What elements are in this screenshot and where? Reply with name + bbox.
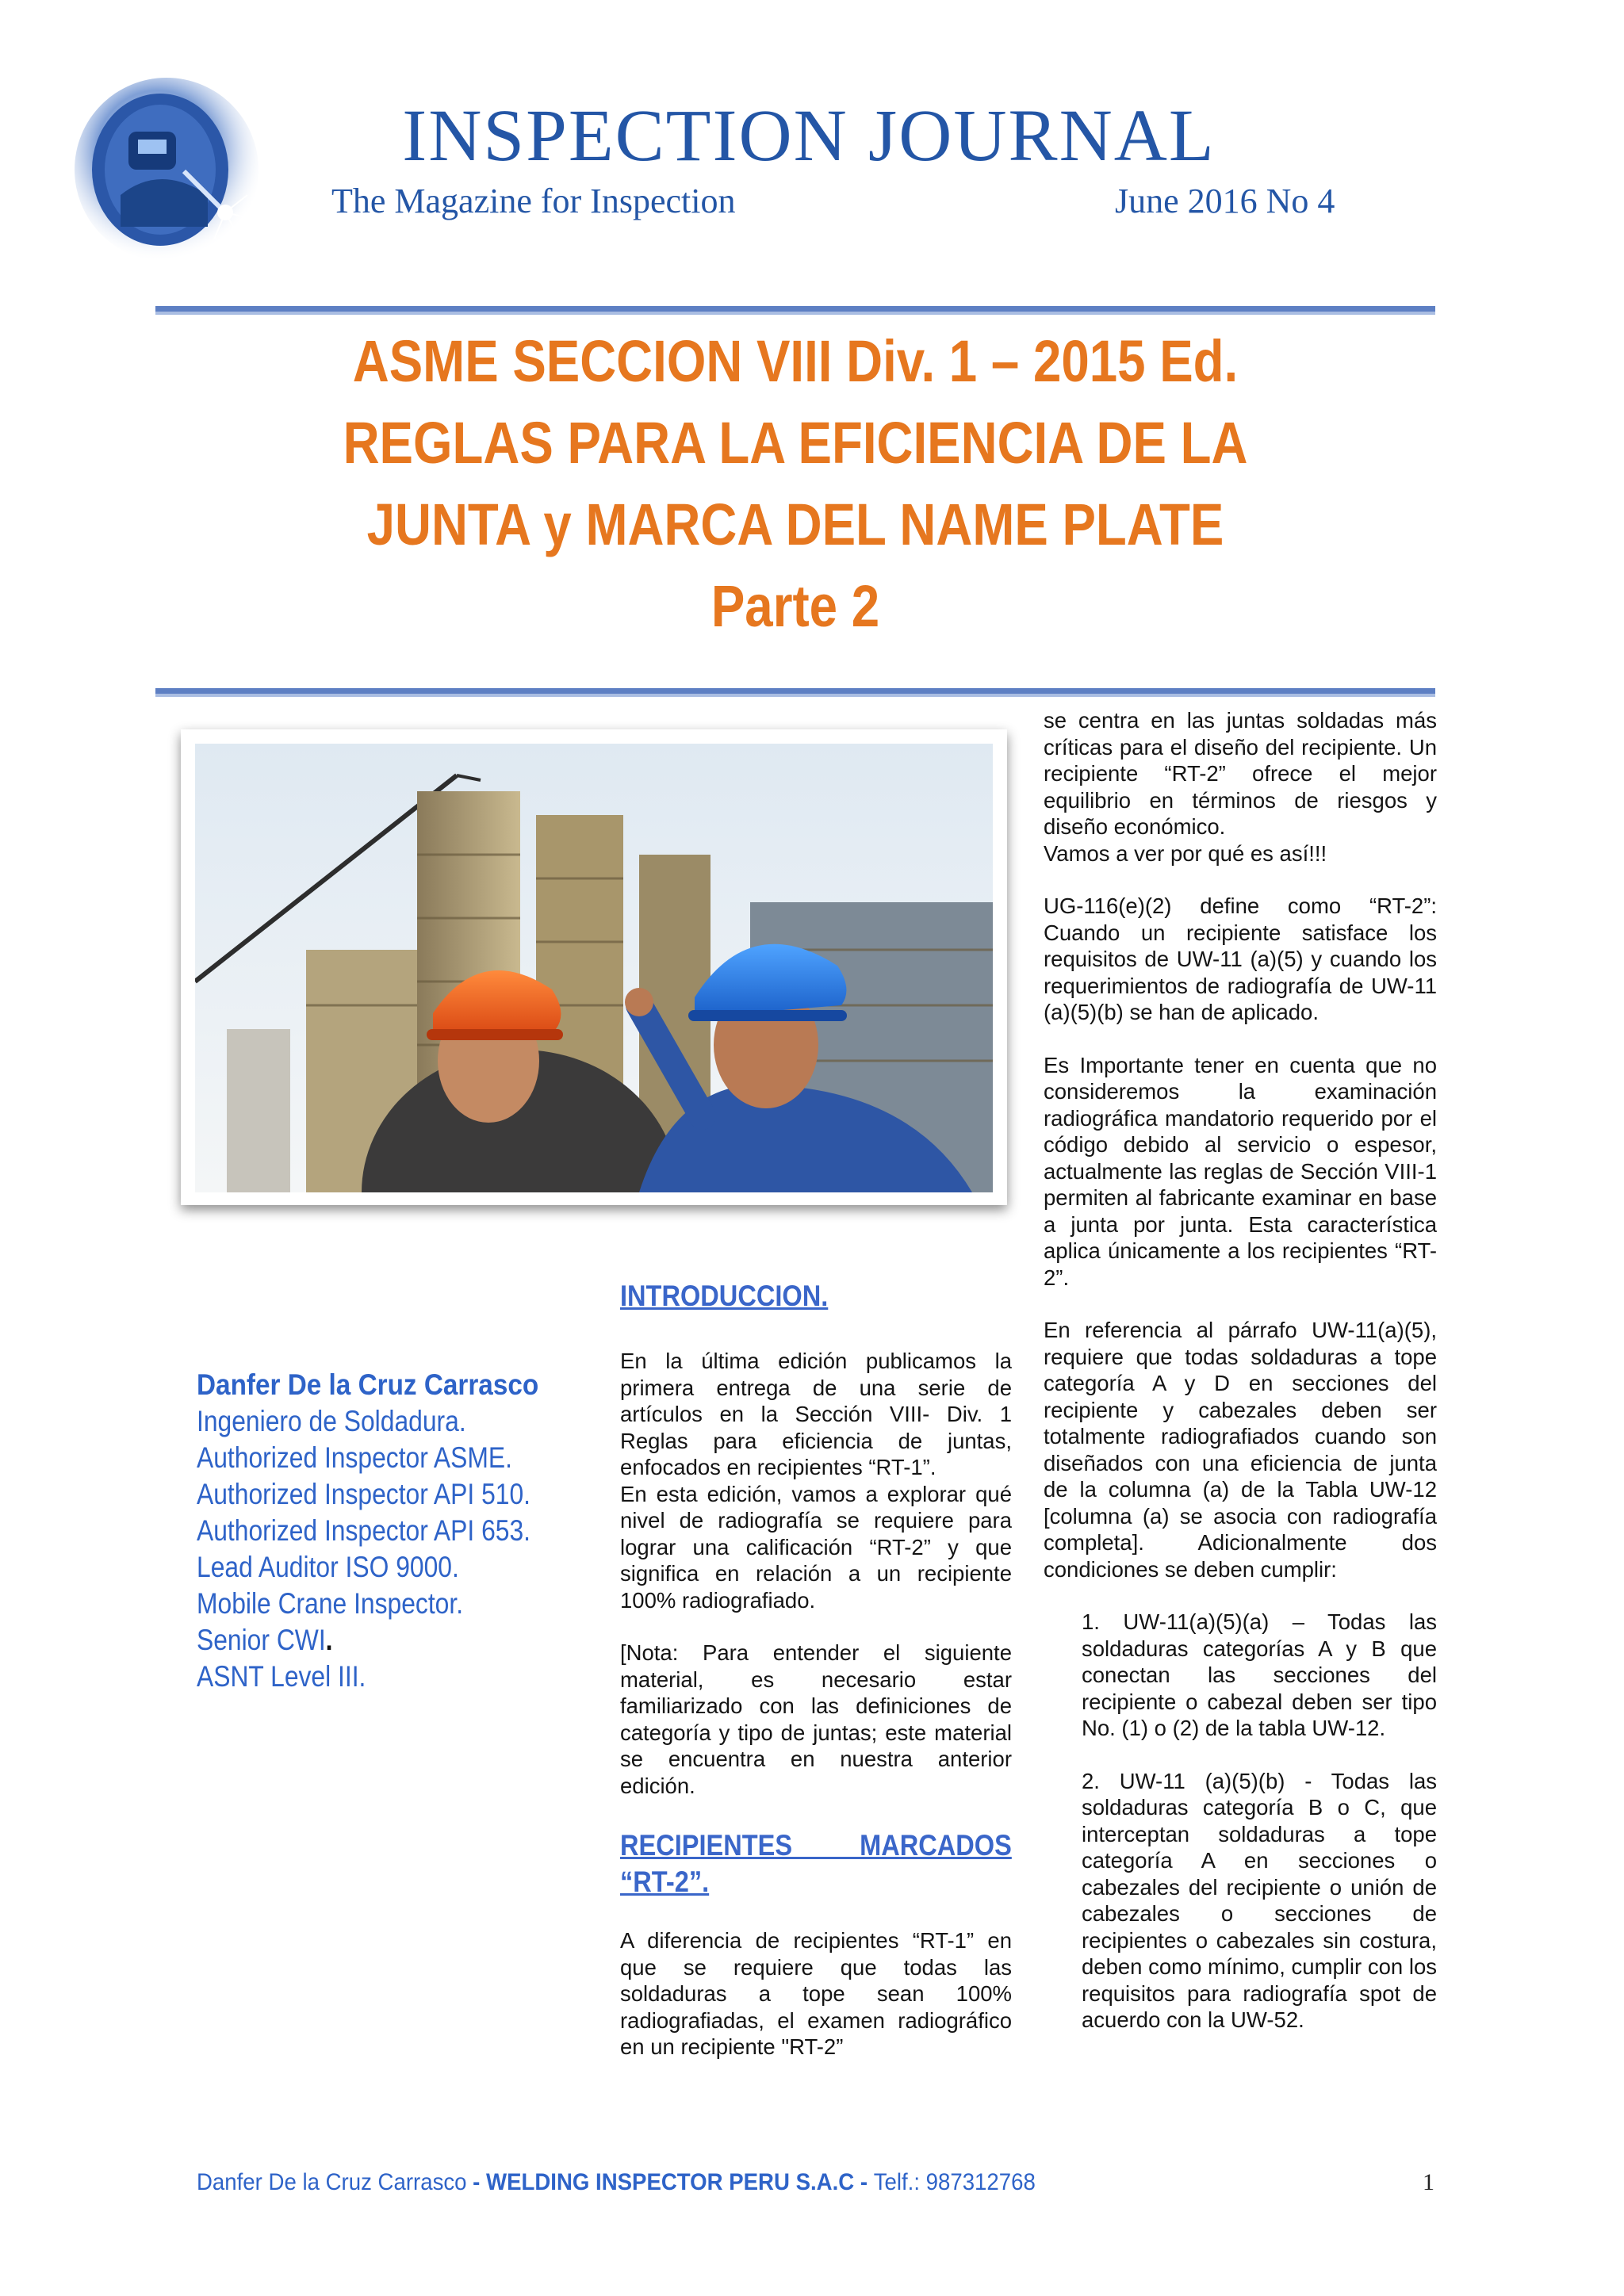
- magazine-title: INSPECTION JOURNAL: [402, 95, 1216, 177]
- author-credential: Authorized Inspector API 510.: [197, 1478, 530, 1510]
- article-headline: [245, 320, 1346, 647]
- body-paragraph: Es Importante tener en cuenta que no consideremos la examinación radiográfica mandatorio requerido por el código debido al servicio o espesor, actualmente las reglas de Sección VIII-1 permiten al fabricante examinar en base a junta por junta. Esta característica aplica únicamente a los recipientes “RT-2”.: [1044, 1052, 1437, 1290]
- author-credential: Authorized Inspector ASME.: [197, 1441, 512, 1474]
- footer-company: - WELDING INSPECTOR PERU S.A.C -: [466, 2169, 874, 2195]
- footer-phone: Telf.: 987312768: [873, 2169, 1036, 2195]
- author-block: [197, 1367, 609, 1695]
- body-paragraph: Vamos a ver por qué es así!!!: [1044, 840, 1327, 866]
- rt2-heading: RECIPIENTES MARCADOS “RT-2”.: [620, 1829, 1012, 1898]
- magazine-subtitle: The Magazine for Inspection: [331, 182, 736, 220]
- intro-paragraph: En esta edición, vamos a explorar qué nivel de radiografía se requiere para lograr una calificación “RT-2” y que significa en relación a un recipiente 100% radiografiado.: [620, 1481, 1012, 1613]
- author-name: Danfer De la Cruz Carrasco: [197, 1368, 539, 1401]
- intro-heading: INTRODUCCION.: [620, 1280, 829, 1312]
- headline-line: Parte 2: [710, 573, 880, 639]
- middle-column: [620, 1278, 1012, 2061]
- page-footer: [197, 2169, 1036, 2196]
- list-item: 2. UW-11 (a)(5)(b) - Todas las soldaduras categoría B o C, que interceptan soldaduras a tope categoría A en secciones o cabezales del recipiente o unión de cabezales o secciones de recipientes o cabezales sin costura, deben como mínimo, cumplir con los requisitos para radiografía spot de acuerdo con la UW-52.: [1082, 1768, 1437, 2032]
- page-number: 1: [1423, 2169, 1434, 2195]
- author-credential: Lead Auditor ISO 9000.: [197, 1551, 459, 1583]
- footer-author: Danfer De la Cruz Carrasco: [197, 2169, 467, 2195]
- author-credential: Authorized Inspector API 653.: [197, 1514, 530, 1547]
- top-divider: [155, 306, 1435, 315]
- headline-line: JUNTA y MARCA DEL NAME PLATE: [366, 492, 1224, 557]
- note-paragraph: [Nota: Para entender el siguiente material, es necesario estar familiarizado con las definiciones de categoría y tipo de juntas; este material se encuentra en nuestra anterior edición.: [620, 1640, 1012, 1798]
- headline-line: REGLAS PARA LA EFICIENCIA DE LA: [343, 410, 1248, 476]
- right-column: [1044, 707, 1437, 2034]
- list-item: 1. UW-11(a)(5)(a) – Todas las soldaduras categorías A y B que conectan las secciones del recipiente o cabezal deben ser tipo No. (1) o (2) de la tabla UW-12.: [1082, 1609, 1437, 1740]
- body-paragraph: En referencia al párrafo UW-11(a)(5), requiere que todas soldaduras a tope categoría A y D en secciones del recipiente y cabezales deben ser totalmente radiografiados cuando son diseñados con una eficiencia de junta de la columna (a) de la Tabla UW-12 [columna (a) se asocia con radiografía completa]. Adicionalmente dos condiciones se deben cumplir:: [1044, 1318, 1437, 1582]
- author-credential: Mobile Crane Inspector.: [197, 1587, 464, 1620]
- body-paragraph: UG-116(e)(2) define como “RT-2”: Cuando un recipiente satisface los requisitos de UW-11 (a)(5) y cuando los requerimientos de radiografía de UW-11 (a)(5)(b) se han de aplicado.: [1044, 894, 1437, 1024]
- credential-text: Senior CWI: [197, 1624, 326, 1656]
- author-credential: Ingeniero de Soldadura.: [197, 1405, 466, 1437]
- author-credential: [197, 1622, 551, 1659]
- photo-frame: [181, 729, 1007, 1205]
- rt2-paragraph: A diferencia de recipientes “RT-1” en que se requiere que todas las soldaduras a tope sean 100% radiografiadas, el examen radiográfico en un recipiente "RT-2”: [620, 1928, 1012, 2059]
- intro-paragraph: En la última edición publicamos la primera entrega de una serie de artículos en la Sección VIII- Div. 1 Reglas para eficiencia de juntas, enfocados en recipientes “RT-1”.: [620, 1349, 1012, 1479]
- headline-divider: [155, 688, 1435, 697]
- author-credential: ASNT Level III.: [197, 1660, 366, 1693]
- refinery-inspectors-photo: [195, 744, 993, 1192]
- headline-line: ASME SECCION VIII Div. 1 – 2015 Ed.: [352, 328, 1239, 394]
- credential-period: .: [325, 1624, 333, 1656]
- issue-date: June 2016 No 4: [1115, 182, 1335, 220]
- body-paragraph: se centra en las juntas soldadas más críticas para el diseño del recipiente. Un recipiente “RT-2” ofrece el mejor equilibrio en términos de riesgos y diseño económico.: [1044, 708, 1437, 839]
- welder-logo-icon: [73, 76, 260, 263]
